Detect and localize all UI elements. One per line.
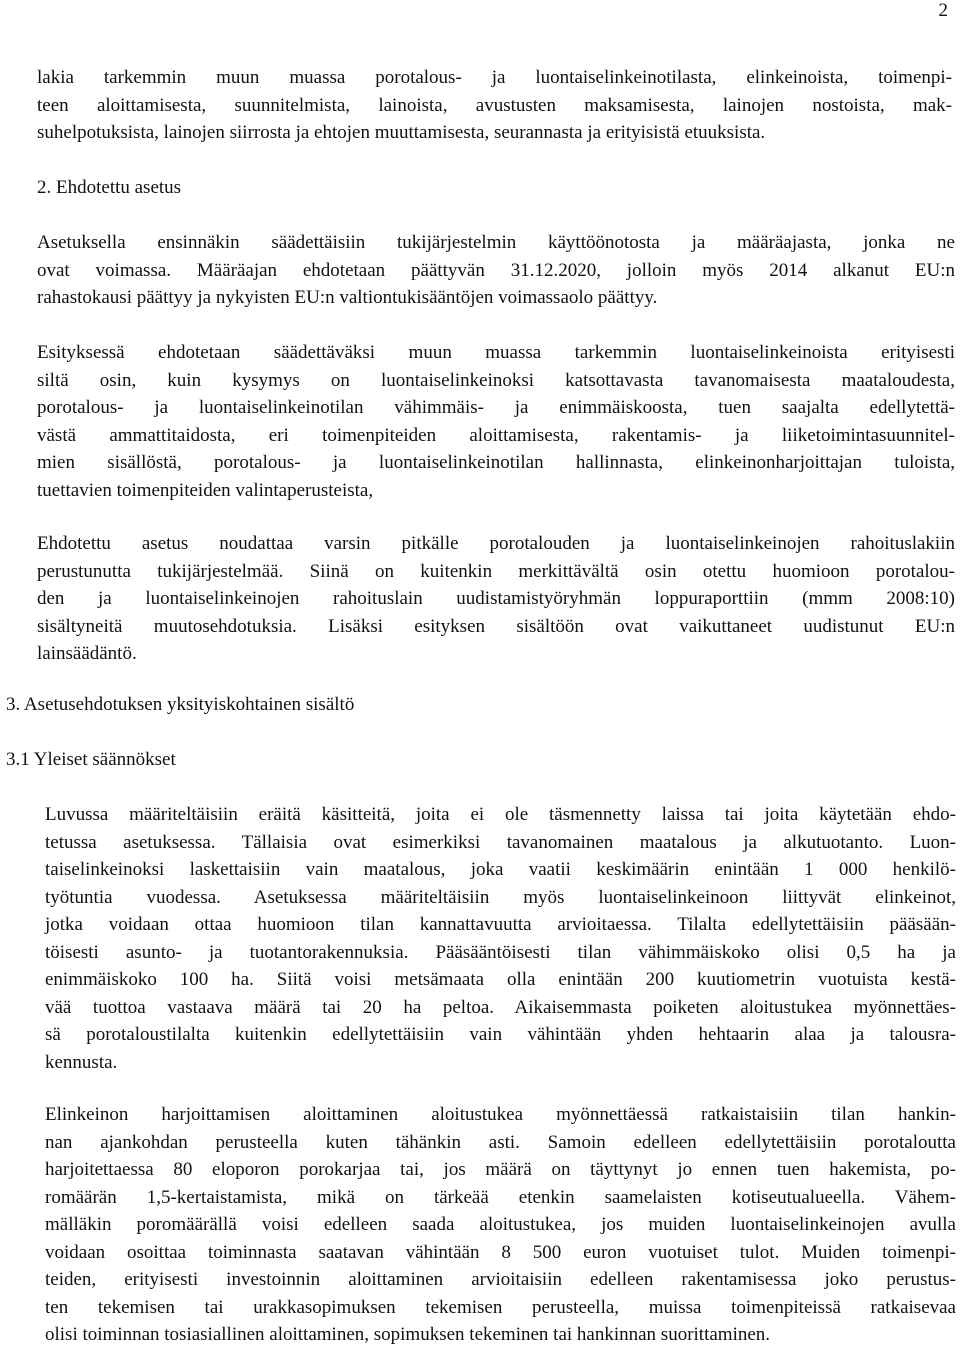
section-3-1-paragraph-1 [45, 801, 956, 1076]
text-line: rahastokausi päättyy ja nykyisten EU:n valtiontukisääntöjen voimassaolo päättyy. [37, 287, 658, 308]
text-line: Esityksessä ehdotetaan säädettäväksi muun muassa tarkemmin luontaiselinkeinoista erityisesti [37, 342, 955, 363]
text-line: tuettavien toimenpiteiden valintaperusteista, [37, 479, 374, 501]
section-2-paragraph-1 [37, 229, 955, 312]
text-line: Asetuksella ensinnäkin säädettäisiin tukijärjestelmin käyttöönotosta ja määräajasta, jonka ne [37, 232, 955, 253]
text-line: mälläkin poromäärällä voisi edelleen saada aloitustukea, jos muiden luontaiselinkeinojen avulla [45, 1214, 956, 1235]
text-line: siltä osin, kuin kysymys on luontaiselinkeinoksi katsottavasta tavanomaisesta maataloudesta, [37, 369, 955, 391]
text-line: romäärän 1,5-kertaistamista, mikä on tärkeää etenkin saamelaisten kotiseutualueella. Vähem- [45, 1186, 956, 1208]
text-line: lainsäädäntö. [37, 643, 137, 664]
text-line: Ehdotettu asetus noudattaa varsin pitkälle porotalouden ja luontaiselinkeinojen rahoituslakiin [37, 533, 955, 554]
text-line: ten tekemisen tai urakkasopimuksen tekemisen perusteella, muissa toimenpiteissä ratkaisevaa [45, 1296, 956, 1318]
text-line: perustunutta tukijärjestelmää. Siinä on kuitenkin merkittävältä osin otettu huomioon porotalou- [37, 560, 955, 582]
text-line: nan ajankohdan perusteella kuten tähänkin asti. Samoin edelleen edellytettäisiin porotaloutta [45, 1131, 956, 1153]
text-line: enimmäiskoko 100 ha. Siitä voisi metsämaata olla enintään 200 kuutiometrin vuotuista kestä- [45, 969, 956, 990]
text-line: harjoitettaessa 80 eloporon porokarjaa tai, jos määrä on täyttynyt jo ennen tuen hakemista, po- [45, 1159, 956, 1180]
text-line: töisesti asunto- ja tuotantorakennuksia. Pääsääntöisesti tilan vähimmäiskoko olisi 0,5 ha ja [45, 941, 956, 963]
text-line: olisi toiminnan tosiasiallinen aloittaminen, sopimuksen tekeminen tai hankinnan suorittaminen. [45, 1324, 771, 1345]
text-line: mien sisällöstä, porotalous- ja luontaiselinkeinotilan hallinnasta, elinkeinonharjoittajan tuloista, [37, 452, 955, 473]
section-2-paragraph-3 [37, 530, 955, 668]
text-line: teiden, erityisesti investoinnin aloittaminen arvioitaisiin edelleen rakentamisessa joko perustus- [45, 1269, 956, 1290]
text-line: kennusta. [45, 1051, 118, 1073]
page-number: 2 [938, 0, 948, 21]
section-2-paragraph-2 [37, 339, 955, 504]
section-2-heading: 2. Ehdotettu asetus [37, 177, 182, 198]
text-line: ovat voimassa. Määräajan ehdotetaan päättyvän 31.12.2020, jolloin myös 2014 alkanut EU:n [37, 259, 955, 281]
section-3-1-paragraph-2 [45, 1101, 956, 1349]
text-line: porotalous- ja luontaiselinkeinotilan vähimmäis- ja enimmäiskoosta, tuen saajalta edellytettä- [37, 397, 955, 418]
intro-paragraph [37, 64, 952, 147]
section-3-heading: 3. Asetusehdotuksen yksityiskohtainen sisältö [6, 694, 355, 715]
text-line: suhelpotuksista, lainojen siirrosta ja ehtojen muuttamisesta, seurannasta ja erityisistä etuuksista. [37, 122, 766, 143]
section-3-1-heading: 3.1 Yleiset säännökset [6, 749, 176, 770]
text-line: Elinkeinon harjoittamisen aloittaminen aloitustukea myönnettäessä ratkaistaisiin tilan hankin- [45, 1104, 956, 1125]
text-line: vää tuottoa vastaava määrä tai 20 ha peltoa. Aikaisemmasta poiketen aloitustukea myönnettäes- [45, 996, 956, 1018]
text-line: Luvussa määriteltäisiin eräitä käsitteitä, joita ei ole täsmennetty laissa tai joita käytetään ehdo- [45, 804, 956, 825]
text-line: lakia tarkemmin muun muassa porotalous- ja luontaiselinkeinotilasta, elinkeinoista, toimenpi- [37, 67, 952, 88]
text-line: voidaan osoittaa toiminnasta saatavan vähintään 8 500 euron vuotuiset tulot. Muiden toimenpi- [45, 1241, 956, 1263]
text-line: jotka voidaan ottaa huomioon tilan kannattavuutta arvioitaessa. Tilalta edellytettäisiin pääsään- [45, 914, 956, 935]
text-line: sisältyneitä muutosehdotuksia. Lisäksi esityksen sisältöön ovat vaikuttaneet uudistunut EU:n [37, 615, 955, 637]
text-line: taiselinkeinoksi laskettaisiin vain maatalous, joka vaatii keskimäärin enintään 1 000 henkilö- [45, 859, 956, 880]
text-line: sä porotaloustilalta kuitenkin edellytettäisiin vain vähintään yhden hehtaarin alaa ja talousra- [45, 1024, 956, 1045]
text-line: työtuntia vuodessa. Asetuksessa määriteltäisiin myös luontaiselinkeinoon liittyvät elinkeinot, [45, 886, 956, 908]
text-line: den ja luontaiselinkeinojen rahoituslain uudistamistyöryhmän loppuraporttiin (mmm 2008:10) [37, 588, 955, 609]
text-line: teen aloittamisesta, suunnitelmista, lainoista, avustusten maksamisesta, lainojen nostoista, mak- [37, 94, 952, 116]
text-line: västä ammattitaidosta, eri toimenpiteiden aloittamisesta, rakentamis- ja liiketoimintasuunnitel- [37, 424, 955, 446]
text-line: tetussa asetuksessa. Tällaisia ovat esimerkiksi tavanomainen maatalous ja alkutuotanto. Luon- [45, 831, 956, 853]
